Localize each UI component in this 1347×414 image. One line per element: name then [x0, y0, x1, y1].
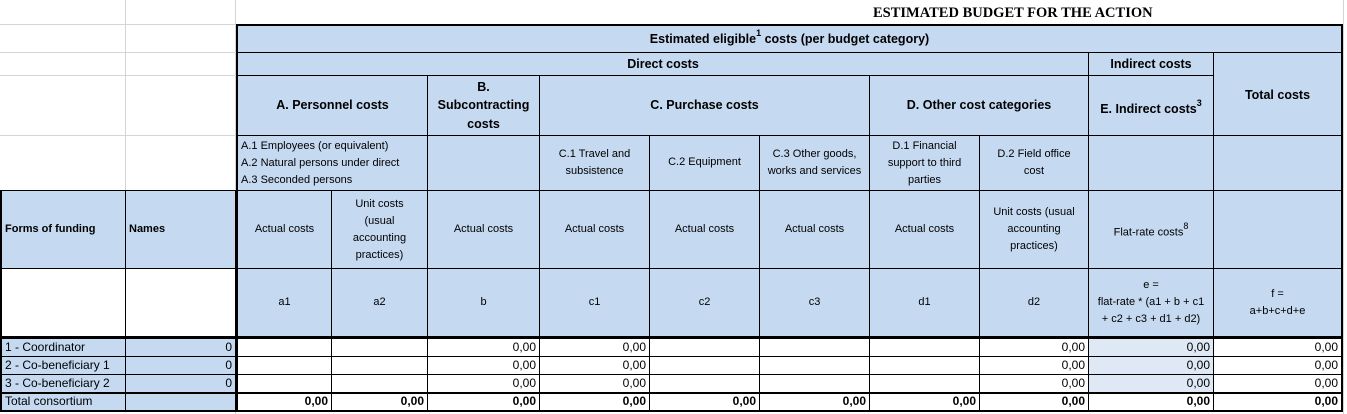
sheet-title: ESTIMATED BUDGET FOR THE ACTION [873, 5, 1153, 21]
beneficiary-id-cell[interactable]: 0 [125, 374, 236, 393]
code-c1: c1 [539, 268, 650, 338]
cell-d2[interactable]: 0,00 [979, 356, 1089, 375]
c3-form-of-funding: Actual costs [759, 190, 870, 269]
a3-subcategory-label: A.3 Seconded persons [241, 173, 353, 186]
forms-of-funding-header: Forms of funding [0, 190, 126, 269]
beneficiary-id-cell[interactable]: 0 [125, 338, 236, 357]
codes-names-cell [125, 268, 236, 338]
total-d1[interactable]: 0,00 [869, 392, 980, 412]
total-c1[interactable]: 0,00 [539, 392, 650, 412]
code-f [1213, 268, 1343, 338]
cell-b[interactable]: 0,00 [427, 356, 540, 375]
cell-d1[interactable] [869, 374, 980, 393]
indirect-subcategory [1088, 135, 1214, 191]
total-a2[interactable]: 0,00 [331, 392, 428, 412]
cell-c1[interactable]: 0,00 [539, 356, 650, 375]
cell-e[interactable]: 0,00 [1088, 356, 1214, 375]
cell-a2[interactable] [331, 374, 428, 393]
cell-c3[interactable] [759, 374, 870, 393]
b-form-of-funding: Actual costs [427, 190, 540, 269]
f-form-of-funding [1213, 190, 1343, 269]
cell-d2[interactable]: 0,00 [979, 374, 1089, 393]
c1-form-of-funding: Actual costs [539, 190, 650, 269]
c3-subcategory: C.3 Other goods, works and services [759, 135, 870, 191]
code-e-line: e = [1143, 279, 1159, 291]
gridline [0, 52, 236, 53]
eligible-costs-header [236, 24, 1343, 53]
other-cost-categories-header: D. Other cost categories [869, 75, 1089, 136]
cell-a2[interactable] [331, 356, 428, 375]
cell-c1[interactable]: 0,00 [539, 374, 650, 393]
a1-subcategory-label: A.1 Employees (or equivalent) [241, 139, 389, 152]
total-costs-header: Total costs [1213, 52, 1343, 136]
indirect-costs-header: Indirect costs [1088, 52, 1214, 76]
total-f[interactable]: 0,00 [1213, 392, 1343, 412]
code-c3: c3 [759, 268, 870, 338]
code-f-line: f = [1271, 287, 1284, 300]
beneficiary-name-cell[interactable]: 2 - Co-beneficiary 1 [0, 356, 126, 375]
cell-e[interactable]: 0,00 [1088, 374, 1214, 393]
cell-e[interactable]: 0,00 [1088, 338, 1214, 357]
total-a1[interactable]: 0,00 [236, 392, 332, 412]
code-e [1088, 268, 1214, 338]
cell-b[interactable]: 0,00 [427, 374, 540, 393]
total-names-cell [125, 392, 236, 412]
indirect-costs-e-header: E. Indirect costs$^3$ [1088, 75, 1214, 136]
cell-c2[interactable] [649, 356, 760, 375]
code-a1: a1 [236, 268, 332, 338]
cell-a2[interactable] [331, 338, 428, 357]
personnel-costs-header: A. Personnel costs [236, 75, 428, 136]
a1-form-of-funding: Actual costs [236, 190, 332, 269]
gridline [1343, 0, 1344, 414]
subcontracting-costs-header: B. Subcontracting costs [427, 75, 540, 136]
gridline [0, 24, 236, 25]
cell-d2[interactable]: 0,00 [979, 338, 1089, 357]
cell-d1[interactable] [869, 338, 980, 357]
total-subcategory [1213, 135, 1343, 191]
d1-form-of-funding: Actual costs [869, 190, 980, 269]
c1-subcategory: C.1 Travel and subsistence [539, 135, 650, 191]
e-form-of-funding: Flat-rate costs$^8$ [1088, 190, 1214, 269]
d1-subcategory: D.1 Financial support to third parties [869, 135, 980, 191]
total-c3[interactable]: 0,00 [759, 392, 870, 412]
code-f-line: a+b+c+d+e [1249, 304, 1306, 317]
direct-costs-header: Direct costs [236, 52, 1089, 76]
codes-forms-cell [0, 268, 126, 338]
c2-form-of-funding: Actual costs [649, 190, 760, 269]
gridline [0, 75, 236, 76]
beneficiary-name-cell[interactable]: 1 - Coordinator [0, 338, 126, 357]
cell-a1[interactable] [236, 356, 332, 375]
code-b: b [427, 268, 540, 338]
cell-f[interactable]: 0,00 [1213, 374, 1343, 393]
code-c2: c2 [649, 268, 760, 338]
gridline [0, 135, 236, 136]
cell-c3[interactable] [759, 356, 870, 375]
cell-a1[interactable] [236, 338, 332, 357]
total-d2[interactable]: 0,00 [979, 392, 1089, 412]
subcontracting-subcategory [427, 135, 540, 191]
code-e-line: + c2 + c3 + d1 + d2) [1101, 313, 1201, 325]
cell-c2[interactable] [649, 338, 760, 357]
cell-b[interactable]: 0,00 [427, 338, 540, 357]
c2-subcategory: C.2 Equipment [649, 135, 760, 191]
beneficiary-name-cell[interactable]: 3 - Co-beneficiary 2 [0, 374, 126, 393]
personnel-subcategories [236, 135, 428, 191]
code-d2: d2 [979, 268, 1089, 338]
cell-d1[interactable] [869, 356, 980, 375]
cell-c1[interactable]: 0,00 [539, 338, 650, 357]
cell-c3[interactable] [759, 338, 870, 357]
cell-c2[interactable] [649, 374, 760, 393]
code-d1: d1 [869, 268, 980, 338]
cell-f[interactable]: 0,00 [1213, 356, 1343, 375]
cell-a1[interactable] [236, 374, 332, 393]
total-c2[interactable]: 0,00 [649, 392, 760, 412]
beneficiary-id-cell[interactable]: 0 [125, 356, 236, 375]
code-e-line: flat-rate * (a1 + b + c1 [1097, 296, 1205, 308]
d2-form-of-funding: Unit costs (usual accounting practices) [979, 190, 1089, 269]
d2-subcategory: D.2 Field office cost [979, 135, 1089, 191]
gridline [125, 0, 126, 190]
a2-subcategory-label: A.2 Natural persons under direct [241, 156, 400, 169]
code-a2: a2 [331, 268, 428, 338]
purchase-costs-header: C. Purchase costs [539, 75, 870, 136]
eligible-costs-label: Estimated eligible$^1$ costs (per budget category) [649, 28, 930, 47]
total-e[interactable]: 0,00 [1088, 392, 1214, 412]
names-header: Names [125, 190, 236, 269]
total-b[interactable]: 0,00 [427, 392, 540, 412]
a2-form-of-funding: Unit costs (usual accounting practices) [331, 190, 428, 269]
total-consortium-label: Total consortium [0, 392, 126, 412]
cell-f[interactable]: 0,00 [1213, 338, 1343, 357]
